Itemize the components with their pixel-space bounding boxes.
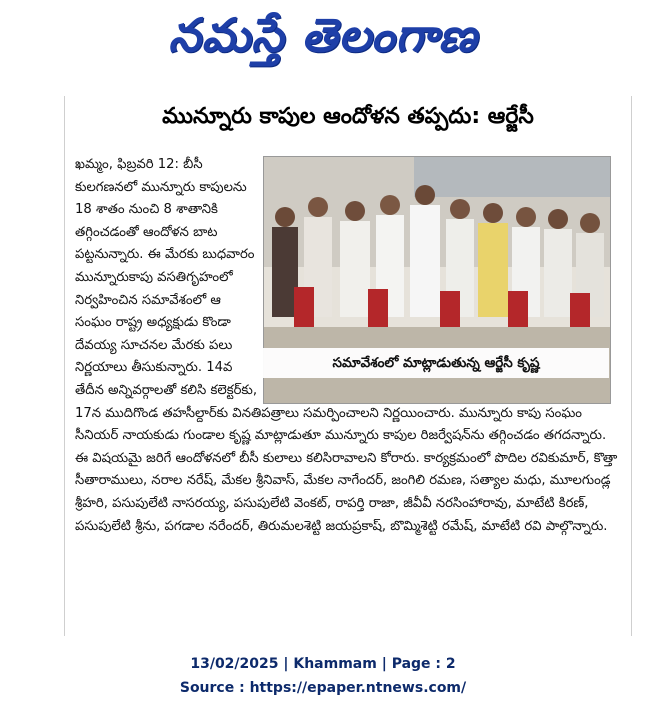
person: [478, 223, 508, 317]
newspaper-logo: నమస్తే తెలంగాణ: [168, 8, 478, 62]
chair: [294, 287, 314, 327]
head: [380, 195, 400, 215]
photo-awning: [414, 157, 610, 197]
head: [580, 213, 600, 233]
person: [340, 221, 370, 317]
head: [450, 199, 470, 219]
head: [483, 203, 503, 223]
article-headline: మున్నూరు కాపుల ఆందోళన తప్పదు: ఆర్జేసీ: [162, 104, 534, 129]
masthead: [0, 6, 646, 76]
article-clipping: [64, 96, 632, 636]
head: [275, 207, 295, 227]
chair: [508, 291, 528, 327]
edition-meta: 13/02/2025 | Khammam | Page : 2: [190, 656, 456, 672]
chair: [440, 291, 460, 327]
article-body-text: ఖమ్మం, ఫిబ్రవరి 12: బీసీ కులగణనలో మున్నూరు కాపులను 18 శాతం నుంచి 8 శాతానికి తగ్గించడంతో ఆందోళన బాట పట్టనున్నారు. ఈ మేరకు బుధవారం మున్నూరుకాపు వసతిగృహంలో నిర్వహించిన సమావేశంలో ఆ సంఘం రాష్ట్ర అధ్యక్షుడు కొండా దేవయ్య సూచనల మేరకు పలు నిర్ణయాలు తీసుకున్నారు. 14వ తేదీన అన్నివర్గాలతో కలిసి కలెక్టర్‌కు, 17న ముదిగొండ తహసీల్దార్‌కు వినతిపత్రాలు సమర్పించాలని నిర్ణయించారు. మున్నూరు కాపు సంఘం సీనియర్ నాయకుడు గుండాల కృష్ణ మాట్లాడుతూ మున్నూరు కాపుల రిజర్వేషన్‌ను తగ్గించడం తగదన్నారు. ఈ విషయమై జరిగే ఆందోళనలో బీసీ కులాలు కలిసిరావాలని కోరారు. కార్యక్రమంలో పొదిల రవికుమార్, కొత్తా సీతారాములు, నరాల నరేష్, మేకల శ్రీనివాస్, మేకల నాగేందర్, జంగిలి రమణ, సత్యాల మధు, మూలగుండ్ల శ్రీహరి, పసుపులేటి నాసరయ్య, పసుపులేటి వెంకట్, రాపర్తి రాజా, జీవీవీ నరసింహారావు, మాటేటి కిరణ్, పసుపులేటి శ్రీను, పగడాల నరేందర్, తిరుమలశెట్టి జయప్రకాష్, బొమ్మిశెట్టి రమేష్, మాటేటి రవి పాల్గొన్నారు.: [75, 157, 618, 534]
head: [516, 207, 536, 227]
source-url: Source : https://epaper.ntnews.com/: [179, 680, 467, 696]
head: [415, 185, 435, 205]
head: [548, 209, 568, 229]
person: [544, 229, 572, 317]
person: [410, 205, 440, 317]
head: [345, 201, 365, 221]
head: [308, 197, 328, 217]
chair: [570, 293, 590, 327]
chair: [368, 289, 388, 327]
photo-caption: సమావేశంలో మాట్లాడుతున్న ఆర్జేసీ కృష్ణ: [263, 348, 609, 378]
